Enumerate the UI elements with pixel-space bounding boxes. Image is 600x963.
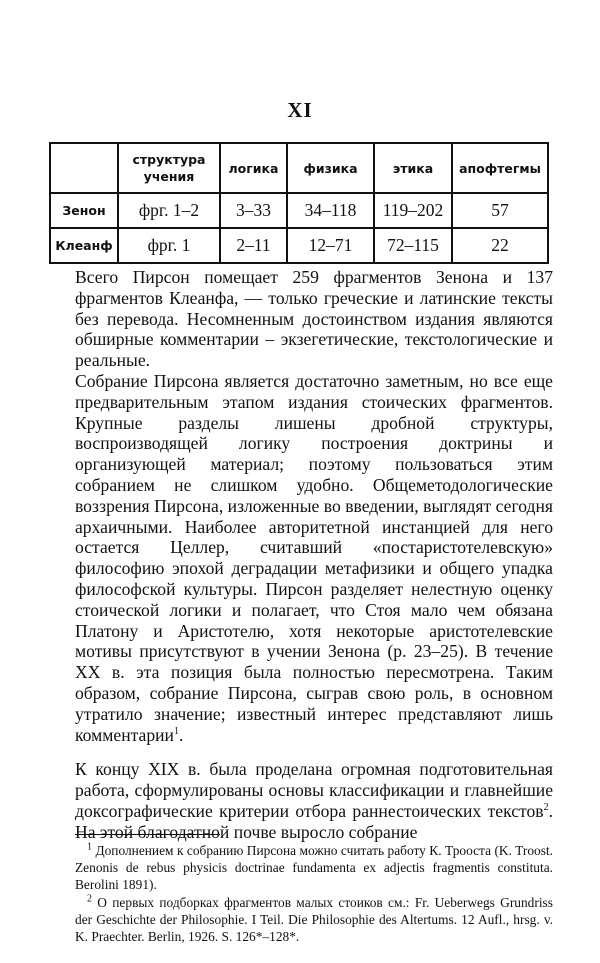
table-header-ethics: этика	[374, 143, 452, 193]
footnote-divider	[75, 834, 220, 835]
table-cell: 12–71	[287, 228, 374, 263]
table-cell: 3–33	[220, 193, 287, 228]
table-header-structure: структура учения	[118, 143, 220, 193]
table-cell: 119–202	[374, 193, 452, 228]
table-cell: 72–115	[374, 228, 452, 263]
table-cell: 34–118	[287, 193, 374, 228]
table-header-apophthegms: апофтегмы	[452, 143, 548, 193]
footnote-number: 2	[87, 893, 92, 905]
body-text	[75, 267, 553, 843]
table-row	[50, 193, 548, 228]
table-row	[50, 228, 548, 263]
footnote-mark: 2	[543, 802, 549, 814]
footnote-number: 1	[87, 841, 92, 853]
table-cell: фрг. 1–2	[118, 193, 220, 228]
footnotes	[75, 842, 553, 946]
paragraph: Всего Пирсон помещает 259 фрагментов Зенона и 137 фрагментов Клеанфа, — только греческие и латинские тексты без перевода. Несомненным достоинством издания являются обширные комментарии – экзегетические, текстологические и реальные.	[75, 267, 553, 371]
footnote-text: Дополнением к собранию Пирсона можно считать работу К. Трооста (K. Troost. Zenonis de rebus physicis doctrinae fundamenta ex adjectis fragmentis constituta. Berolini 1891).	[75, 843, 553, 892]
paragraph-text: На этой благодатной почве выросло собрание	[75, 821, 418, 842]
table-header-logic: логика	[220, 143, 287, 193]
paragraph: Собрание Пирсона является достаточно заметным, но все еще предварительным этапом издания стоических фрагментов. Крупные разделы лишены дробной структуры, воспроизводящей логику построения доктрины и организующей материал; поэтому пользоваться этим собранием не слишком удобно. Общеметодологические воззрения Пирсона, изложенные во введении, выглядят сегодня архаичными. Наиболее авторитетной инстанцией для него остается Целлер, считавший «постаристотелевскую» философию эпохой деградации метафизики и общего упадка философской культуры. Пирсон разделяет нелестную оценку стоической логики и полагает, что Стоя мало чем обязана Платону и Аристотелю, хотя некоторые аристотелевские мотивы присутствуют в учении Зенона (p. 23–25). В течение XX в. эта позиция была полностью пересмотрена. Таким образом, собрание Пирсона, сыграв свою роль, в основном утратило значение; известный интерес представляют лишь комментарии$^1$.	[75, 370, 553, 745]
page-number: XI	[287, 98, 313, 122]
table-row-label: Зенон	[50, 193, 118, 228]
paragraph: К концу XIX в. была проделана огромная подготовительная работа, сформулированы основы классификации и главнейшие доксографические критерии отбора раннестоических текстов$^2$. На этой благодатной почве выросло собрание	[75, 759, 553, 842]
paragraph-text: Собрание Пирсона является достаточно заметным, но все еще предварительным этапом издания стоических фрагментов. Крупные разделы лишены дробной структуры, воспроизводящей логику построения доктрины и организующей материал; поэтому пользоваться этим собранием не слишком удобно. Общеметодологические воззрения Пирсона, изложенные во введении, выглядят сегодня архаичными. Наиболее авторитетной инстанцией для него остается Целлер, считавший «постаристотелевскую» философию эпохой деградации метафизики и общего упадка философской культуры. Пирсон разделяет нелестную оценку стоической логики и полагает, что Стоя мало чем обязана Платону и Аристотелю, хотя некоторые аристотелевские мотивы присутствуют в учении Зенона (p. 23–25). В течение XX в. эта позиция была полностью пересмотрена. Таким образом, собрание Пирсона, сыграв свою роль, в основном утратило значение; известный интерес представляют лишь комментарии	[75, 370, 553, 745]
table-header-corner	[50, 143, 118, 193]
table-header-row	[50, 143, 548, 193]
table-cell: 57	[452, 193, 548, 228]
footnote	[75, 842, 553, 893]
footnote-text: О первых подборках фрагментов малых стоиков см.: Fr. Ueberwegs Grundriss der Geschichte der Philosophie. I Teil. Die Philosophie des Altertums. 12 Aufl., hrsg. v. K. Praechter. Berlin, 1926. S. 126*–128*.	[75, 895, 553, 944]
paragraph-text: К концу XIX в. была проделана огромная подготовительная работа, сформулированы основы классификации и главнейшие доксографические критерии отбора раннестоических текстов	[75, 759, 553, 821]
table-cell: 22	[452, 228, 548, 263]
table-row-label: Клеанф	[50, 228, 118, 263]
footnote	[75, 894, 553, 945]
fragments-table	[49, 142, 549, 264]
table-header-physics: физика	[287, 143, 374, 193]
table-cell: 2–11	[220, 228, 287, 263]
footnote-mark: 1	[173, 725, 179, 737]
table-cell: фрг. 1	[118, 228, 220, 263]
